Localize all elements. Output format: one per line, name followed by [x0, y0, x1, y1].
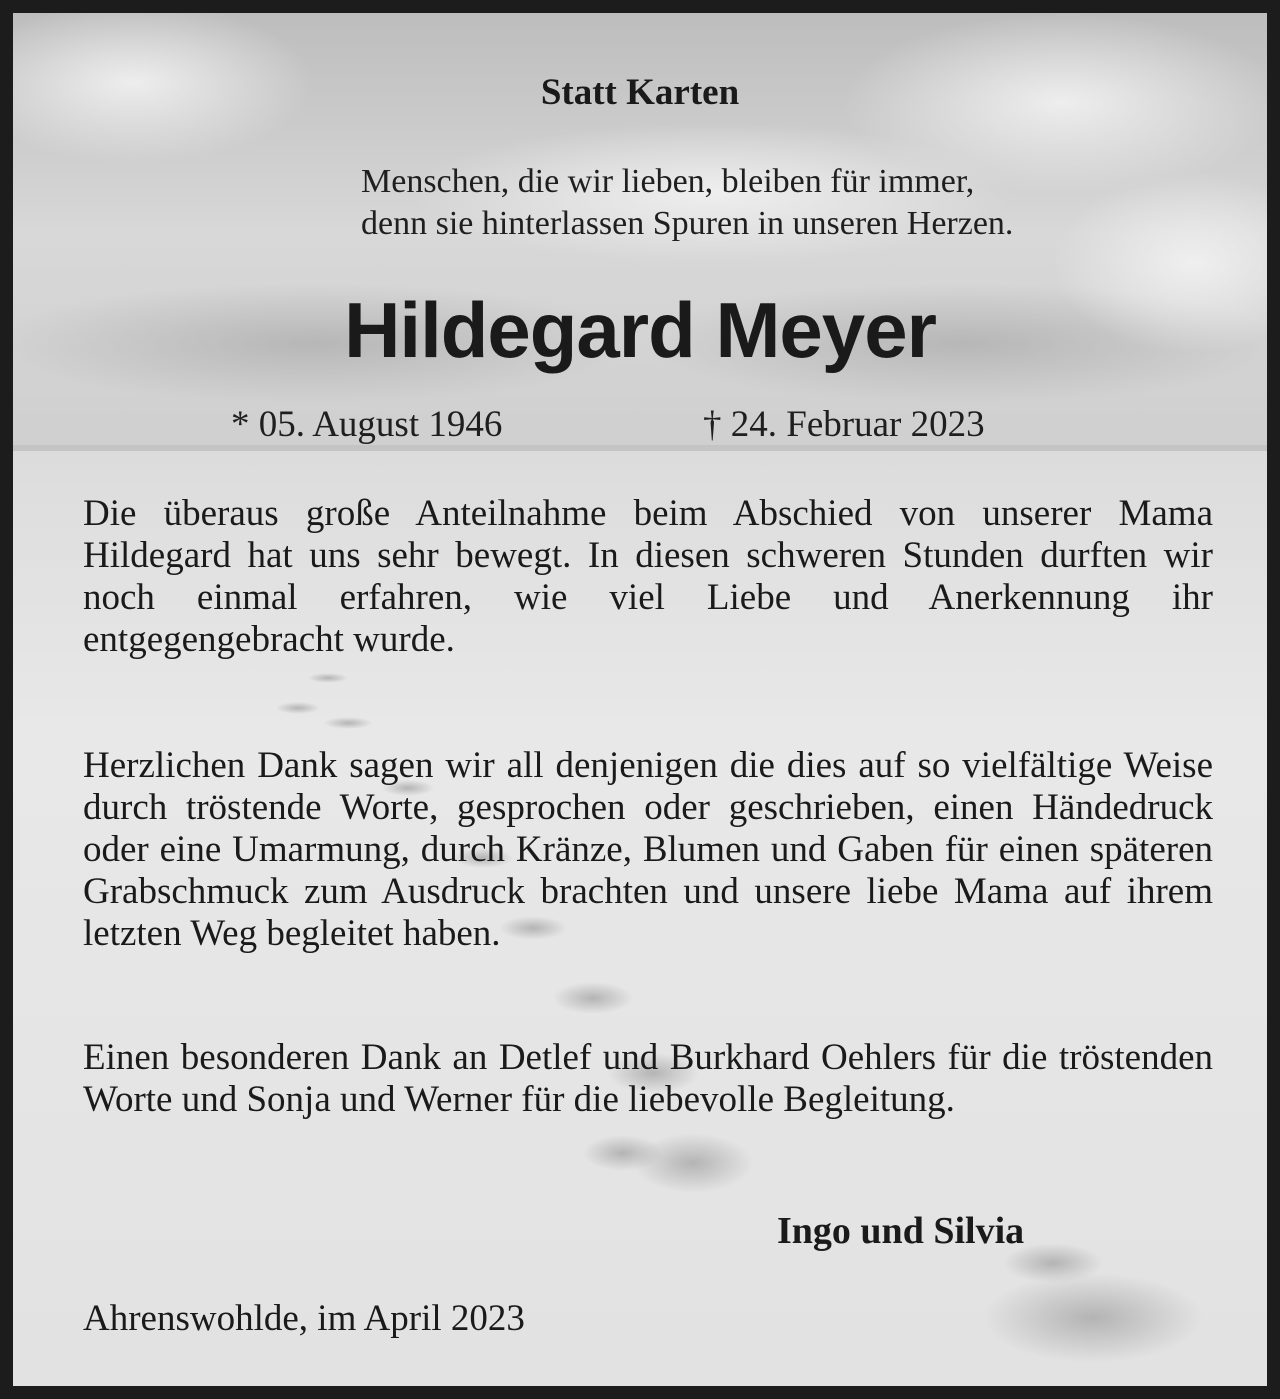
- notice-content: [13, 13, 1267, 1386]
- thanks-paragraph: Die überaus große Anteilnahme beim Abschied von unserer Mama Hildegard hat uns sehr bewegt. In diesen schweren Stunden durften wir noch einmal erfahren, wie viel Liebe und Anerkennung ihr entgegengebracht wurde.: [83, 493, 1213, 660]
- notice-heading: Statt Karten: [540, 72, 740, 113]
- motto-line: denn sie hinterlassen Spuren in unseren Herzen.: [361, 205, 1014, 242]
- deceased-name: Hildegard Meyer: [344, 286, 936, 374]
- motto-line: Menschen, die wir lieben, bleiben für immer,: [361, 163, 975, 200]
- thanks-paragraph: Einen besonderen Dank an Detlef und Burkhard Oehlers für die tröstenden Worte und Sonja und Werner für die liebevolle Begleitung.: [83, 1037, 1213, 1120]
- signature: Ingo und Silvia: [777, 1210, 1025, 1252]
- thanks-paragraph: Herzlichen Dank sagen wir all denjenigen die dies auf so vielfältige Weise durch tröstende Worte, gesprochen oder geschrieben, einen Händedruck oder eine Umarmung, durch Kränze, Blumen und Gaben für einen späteren Grabschmuck zum Ausdruck brachten und unsere liebe Mama auf ihrem letzten Weg begleitet haben.: [83, 745, 1213, 954]
- motto-quote: [361, 161, 1013, 245]
- birth-date: * 05. August 1946: [231, 404, 503, 445]
- place-date: Ahrenswohlde, im April 2023: [83, 1298, 525, 1339]
- death-date: † 24. Februar 2023: [703, 404, 985, 445]
